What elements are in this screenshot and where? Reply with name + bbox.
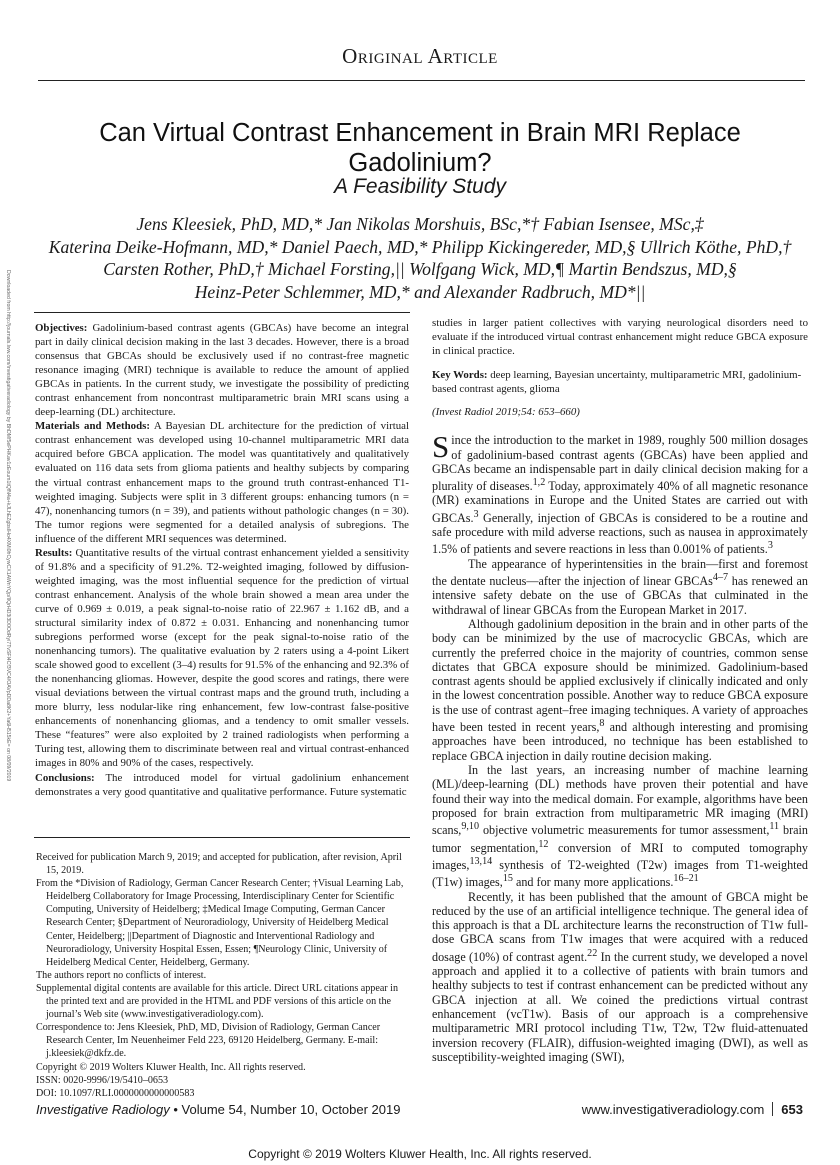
keywords-list: deep learning, Bayesian uncertainty, multiparametric MRI, gadolinium-based contrast agents, glioma bbox=[432, 369, 802, 396]
citation bbox=[432, 405, 808, 419]
issn-note: ISSN: 0020-9996/19/5410–0653 bbox=[36, 1074, 169, 1086]
body-text-run: Today, approximately 40% of all magnetic resonance (MR) examinations in Europe and the United States are carried out with GBCAs. bbox=[432, 479, 808, 525]
abstract-results bbox=[35, 546, 409, 771]
author-list bbox=[30, 213, 810, 303]
reference[interactable]: 22 bbox=[587, 947, 598, 959]
abstract-conclusions bbox=[35, 771, 409, 799]
abstract-label: Objectives: bbox=[35, 322, 88, 334]
journal-volume: Volume 54, Number 10, October 2019 bbox=[181, 1102, 401, 1117]
reference[interactable]: 3 bbox=[473, 508, 479, 520]
affiliations-note: From the *Division of Radiology, German Cancer Research Center; †Visual Learning Lab, Heidelberg Collaboratory for Image Processing, Interdisciplinary Center for Scientific Computing, University of Heidelberg; ‡Medical Image Computing, German Cancer Research Center; §Department of Neuroradiology, University of Heidelberg Medical Center, Heidelberg; ||Department of Diagnostic and Interventional Radiology and Neuroradiology, University Hospital Essen, Essen; ¶Neurology Clinic, University of Heidelberg Medical Center, Heidelberg, Germany. bbox=[36, 878, 404, 968]
header-rule bbox=[38, 80, 805, 81]
abstract-text bbox=[35, 321, 409, 799]
body-paragraph bbox=[432, 763, 808, 890]
body-text-run: synthesis of T2-weighted (T2w) images from T1-weighted (T1w) images, bbox=[432, 857, 808, 890]
abstract-objectives bbox=[35, 321, 409, 419]
body-text-run: conversion of MRI to computed tomography images, bbox=[432, 840, 808, 872]
abstract-paragraph: Quantitative results of the virtual contrast enhancement yielded a sensitivity of 91.8% and a specificity of 91.2%. T2-weighted imaging, followed by diffusion-weighted imaging, was the most influential sequence for the prediction of virtual contrast enhancement. Analysis of the whole brain showed a mean area under the curve of 0.969 ± 0.019, a peak signal-to-noise ratio of 22.967 ± 1.162 dB, and a structural similarity index of 0.872 ± 0.031. Enhancing and nonenhancing tumor subregions performed worse (except for the peak signal-to-noise ratio of the nonenhancing tumors). The qualitative evaluation by 2 raters using a 4-point Likert scale showed good to excellent (3–4) results for 91.5% of the enhancing and 92.3% of the nonenhancing gliomas. However, despite the good scores and ratings, there were visual deviations between the virtual contrast maps and the ground truth, including a more blurry, less nodular-like ring enhancement, few low-contrast false-positive enhancements of nonenhancing gliomas, and a tendency to omit smaller vessels. These “features” were also exploited by 2 trained radiologists when performing a Turing test, allowing them to discriminate between real and virtual contrast-enhanced images in 80% and 90% of the cases, respectively. bbox=[35, 546, 410, 770]
article-notes bbox=[36, 851, 412, 1100]
reference[interactable]: 3 bbox=[767, 540, 773, 552]
footer-right bbox=[582, 1102, 803, 1117]
author-line: Katerina Deike-Hofmann, MD,* Daniel Paech, MD,* Philipp Kickingereder, MD,§ Ullrich Köthe, PhD,† bbox=[48, 236, 792, 257]
body-paragraph bbox=[432, 557, 808, 617]
body-text-run: In the current study, we developed a novel approach and applied it to a collective of patients with brain tumors and healthy subjects to test if contrast enhancement can be predicted without any GBCA injection at all. We coined the predictions virtual contrast enhancement (vcT1w). Basis of our approach is a comprehensive multiparametric MRI protocol including T1w, T2w, T2w fluid-attenuated inversion recovery (FLAIR), diffusion-weighted imaging (DWI), as well as susceptibility-weighted imaging (SWI), bbox=[432, 949, 808, 1064]
received-note: Received for publication March 9, 2019; and accepted for publication, after revision, April 15, 2019. bbox=[36, 852, 402, 877]
reference[interactable]: 8 bbox=[599, 718, 605, 730]
section-header: Original Article bbox=[342, 44, 498, 68]
abstract-methods bbox=[35, 419, 409, 545]
abstract-paragraph: A Bayesian DL architecture for the prediction of virtual contrast enhancement was developed using 10-channel multiparametric MRI data acquired before GBCA application. The model was quantitatively and qualitatively evaluated on 116 data sets from glioma patients and healthy subjects by comparing the virtual contrast enhancement maps to the ground truth contrast-enhanced T1-weighted imaging. Subjects were split in 3 different groups: enhancing tumors (n = 47), nonenhancing tumors (n = 39), and patients without pathologic changes (n = 30). The tumor regions were segmented for a detailed analysis of subregions. The influence of the different MRI sequences was determined. bbox=[35, 420, 409, 545]
correspondence-note: Correspondence to: Jens Kleesiek, PhD, MD, Division of Radiology, German Cancer Research Center, Im Neuenheimer Feld 223, 69120 Heidelberg, Germany. E-mail: j.kleesiek@dkfz.de. bbox=[36, 1022, 381, 1060]
journal-website-link[interactable]: www.investigativeradiology.com bbox=[581, 1102, 765, 1117]
article-title: Can Virtual Contrast Enhancement in Brain MRI Replace Gadolinium? bbox=[99, 119, 741, 177]
reference[interactable]: 13,14 bbox=[469, 855, 493, 867]
abstract-paragraph: Gadolinium-based contrast agents (GBCAs) have become an integral part in daily clinical decision making in the last 3 decades. However, there is a broad consensus that GBCAs should be exclusively used if no contrast-free magnetic resonance imaging (MRI) technique is available to reduce the amount of applied GBCAs in patients. In the current study, we investigate the possibility of predicting contrast enhancement from noncontrast multiparametric brain MRI scans using a deep-learning (DL) architecture. bbox=[35, 322, 409, 419]
footer-journal-info bbox=[36, 1102, 400, 1117]
body-paragraph bbox=[432, 617, 808, 763]
body-text-run: In the last years, an increasing number of machine learning (ML)/deep-learning (DL) methods have proven their potential and have found their way into the medical domain. For example, algorithms have been proposed for brain extraction from multiparametric MR imaging (MRI) scans, bbox=[432, 763, 808, 838]
reference[interactable]: 1,2 bbox=[532, 477, 546, 489]
abstract-label: Conclusions: bbox=[35, 771, 95, 784]
body-text-run: Generally, injection of GBCAs is considered to be a routine and safe procedure with mild adverse reactions, such as nausea in approximately 1.5% of patients and severe reactions in less than 0.001% of patients. bbox=[432, 510, 808, 557]
download-watermark-text: Downloaded from http://journals.lww.com/investigativeradiology by BhDMf5ePHKav1zEoum1tQfN4a+kJLhEZgbsIHo4XMi0hCywCX1AWnYQp/IlQrHD3i3D0OdRyi7TvSFl4Cf3VC4/OAVpDDa8K2+Ya6H515kE= on 08/09/2019 bbox=[5, 270, 11, 782]
doi-note: DOI: 10.1097/RLI.0000000000000583 bbox=[36, 1087, 195, 1099]
conflicts-note: The authors report no conflicts of interest. bbox=[36, 969, 207, 981]
body-paragraph bbox=[432, 890, 808, 1065]
download-watermark bbox=[1, 270, 13, 1005]
abstract-label: Materials and Methods: bbox=[35, 420, 150, 433]
abstract-box bbox=[34, 312, 410, 838]
reference[interactable]: 15 bbox=[502, 873, 513, 885]
supplemental-note: Supplemental digital contents are available for this article. Direct URL citations appear in the printed text and are provided in the HTML and PDF versions of this article on the journal’s Web site (www.investigativeradiology.com). bbox=[36, 982, 399, 1021]
reference[interactable]: 12 bbox=[538, 838, 549, 850]
bullet-separator: • bbox=[173, 1102, 178, 1117]
body-text-run: and for many more applications. bbox=[512, 875, 674, 890]
keywords-label: Key Words: bbox=[432, 369, 488, 382]
abstract-paragraph: The introduced model for virtual gadolinium enhancement demonstrates a very good quantitative and qualitative performance. Future systematic bbox=[35, 771, 410, 798]
right-column bbox=[432, 316, 808, 1064]
body-text-run: objective volumetric measurements for tumor assessment, bbox=[479, 823, 770, 838]
citation-text: (Invest Radiol 2019;54: 653–660) bbox=[432, 406, 580, 419]
page-copyright: Copyright © 2019 Wolters Kluwer Health, Inc. All rights reserved. bbox=[248, 1147, 592, 1161]
reference[interactable]: 4–7 bbox=[712, 572, 729, 584]
page-number: 653 bbox=[781, 1102, 803, 1117]
keywords bbox=[432, 368, 808, 396]
drop-cap: S bbox=[432, 429, 450, 465]
article-subtitle: A Feasibility Study bbox=[334, 175, 506, 198]
author-line: Carsten Rother, PhD,† Michael Forsting,|| Wolfgang Wick, MD,¶ Martin Bendszus, MD,§ bbox=[103, 259, 737, 279]
body-text-run: The appearance of hyperintensities in the brain—first and foremost the dentate nucleus—after the injection of linear GBCAs bbox=[432, 556, 808, 589]
author-line: Jens Kleesiek, PhD, MD,* Jan Nikolas Morshuis, BSc,*† Fabian Isensee, MSc,‡ bbox=[136, 214, 704, 234]
body-text-run: ince the introduction to the market in 1989, roughly 500 million dosages of gadolinium-based contrast agents (GBCAs) have been applied and GBCAs became an indispensable part in daily clinical decision making for a plurality of diseases. bbox=[432, 433, 808, 494]
body-text bbox=[432, 429, 808, 1064]
reference[interactable]: 9,10 bbox=[461, 821, 480, 833]
reference[interactable]: 11 bbox=[769, 821, 780, 833]
abstract-label: Results: bbox=[35, 546, 73, 559]
copyright-note: Copyright © 2019 Wolters Kluwer Health, Inc. All rights reserved. bbox=[36, 1061, 306, 1073]
reference[interactable]: 16–21 bbox=[673, 873, 699, 885]
body-text-run: Recently, it has been published that the amount of GBCA might be reduced by the use of an artificial intelligence technique. The general idea of this approach is that a DL architecture learns the reconstruction of T1w full-dose GBCA scans from T1w images that were acquired with a reduced dosage (10%) of contrast agent. bbox=[432, 889, 808, 964]
abstract-continued: studies in larger patient collectives with varying neurological disorders need to evaluate if the introduced virtual contrast enhancement might reduce GBCA exposure in clinical practice. bbox=[432, 317, 808, 358]
footer-divider bbox=[772, 1102, 773, 1116]
journal-name: Investigative Radiology bbox=[36, 1102, 170, 1117]
body-text-run: brain tumor segmentation, bbox=[432, 823, 808, 855]
body-paragraph bbox=[432, 429, 808, 557]
body-text-run: has renewed an intensive safety debate on the use of GBCAs that culminated in the withdrawal of linear GBCAs from the European Market in 2017. bbox=[432, 574, 808, 617]
body-text-run: Although gadolinium deposition in the brain and in other parts of the body can be minimized by the use of macrocyclic GBCAs, which are currently the preferred choice in the majority of countries, common sense dictates that GBCA exposure should be minimized. Gadolinium-based contrast agents should be applied exclusively if clinically indicated and only in the lowest concentration possible. Another way to reduce GBCA exposure is the use of contrast agent–free imaging techniques. A variety of approaches have been tested in recent years, bbox=[432, 616, 808, 735]
author-line: Heinz-Peter Schlemmer, MD,* and Alexander Radbruch, MD*|| bbox=[194, 281, 646, 302]
body-text-run: and although interesting and promising approaches have been introduced, no technique has been established to replace GBCA injection in daily routine decision making. bbox=[432, 720, 808, 763]
